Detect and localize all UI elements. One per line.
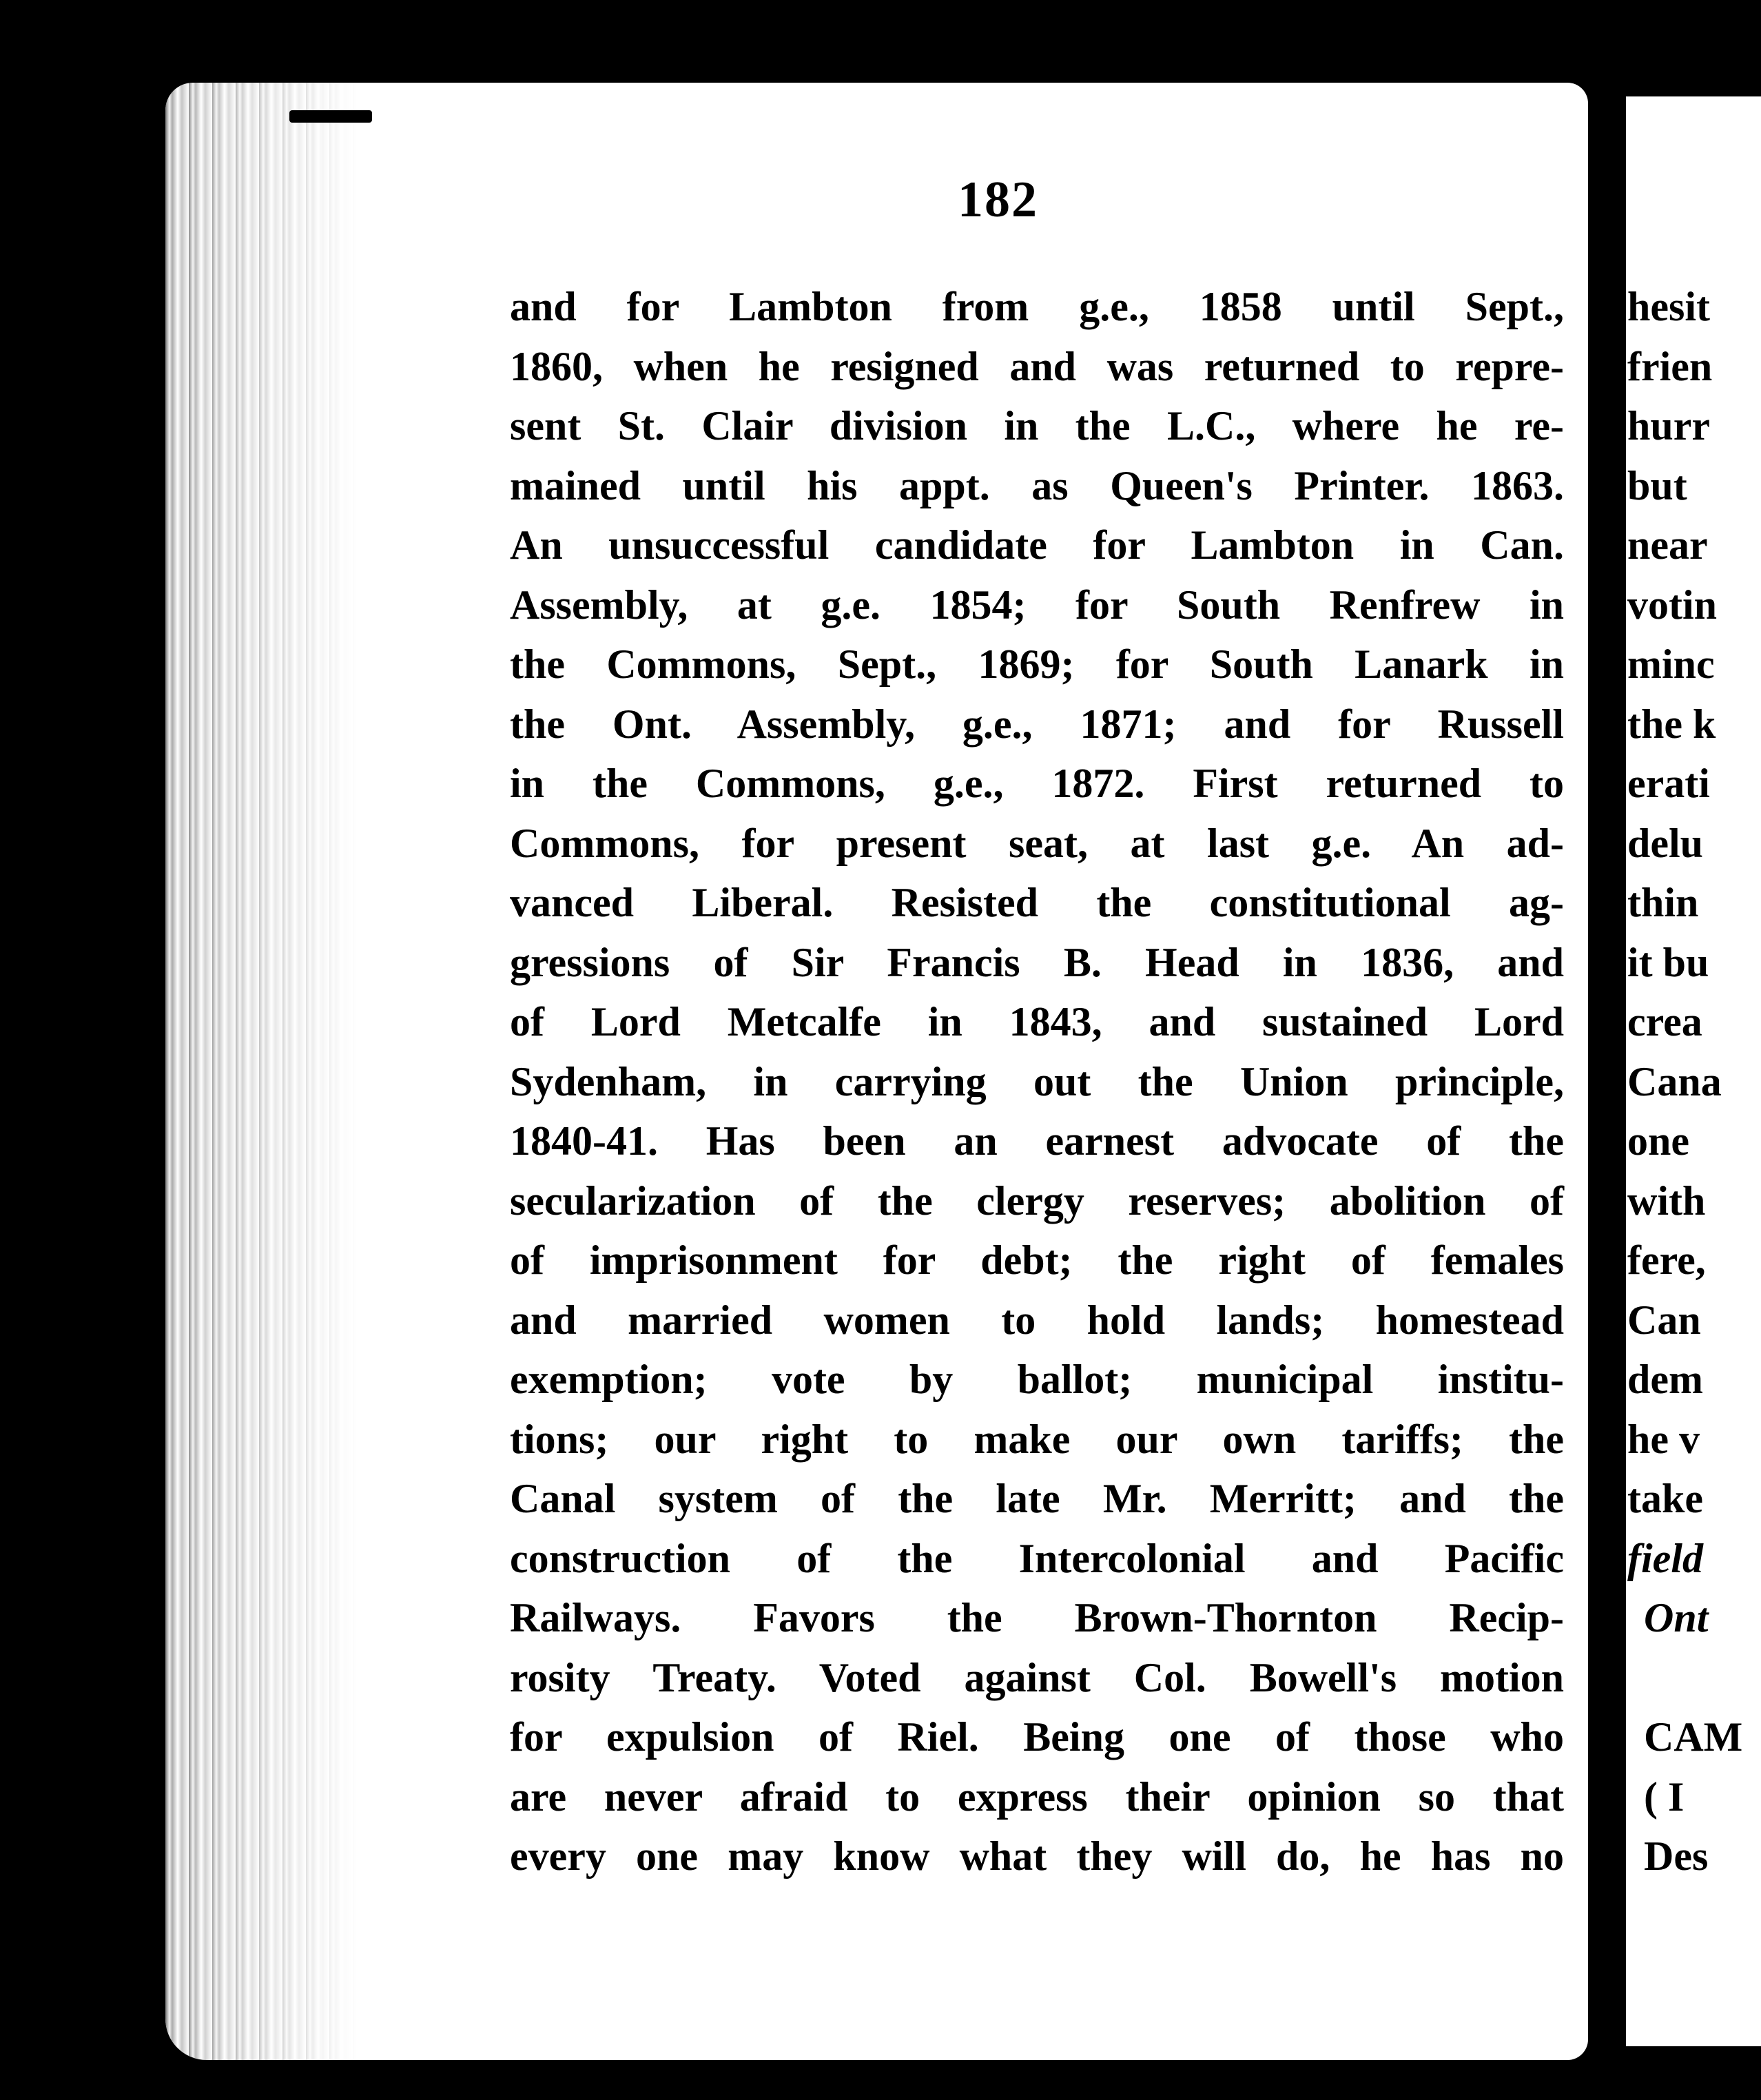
facing-text-line: Ont <box>1644 1595 1709 1640</box>
text-line: Sydenham, in carrying out the Union principle, <box>510 1058 1564 1104</box>
text-line: 1840-41. Has been an earnest advocate of the <box>510 1118 1564 1164</box>
text-line: and for Lambton from g.e., 1858 until Sept., <box>510 284 1564 329</box>
text-line: secularization of the clergy reserves; abolition of <box>510 1177 1564 1224</box>
text-line: and married women to hold lands; homestead <box>510 1297 1564 1343</box>
facing-text-line: one <box>1627 1118 1689 1164</box>
page-edge-mark <box>289 110 372 123</box>
facing-text-line: Des <box>1644 1833 1709 1879</box>
facing-text-line: near <box>1627 522 1708 568</box>
facing-text-line: thin <box>1627 880 1699 925</box>
page-gutter-shadow <box>165 83 358 2060</box>
text-line: in the Commons, g.e., 1872. First returned to <box>510 761 1564 806</box>
text-line: gressions of Sir Francis B. Head in 1836, and <box>510 939 1564 985</box>
text-line: exemption; vote by ballot; municipal institu- <box>510 1357 1564 1402</box>
facing-text-line: CAM <box>1644 1714 1743 1760</box>
facing-text-line: fere, <box>1627 1237 1706 1283</box>
text-line: Assembly, at g.e. 1854; for South Renfrew in <box>510 581 1564 628</box>
text-line: vanced Liberal. Resisted the constitutional ag- <box>510 880 1564 925</box>
facing-text-line: delu <box>1627 820 1704 866</box>
facing-text-line: take <box>1627 1476 1703 1521</box>
text-line: are never afraid to express their opinion so that <box>510 1773 1564 1820</box>
facing-text-line: hesit <box>1627 284 1710 329</box>
facing-text-line: he v <box>1627 1416 1700 1462</box>
text-line: for expulsion of Riel. Being one of those who <box>510 1714 1564 1760</box>
facing-text-line: erati <box>1627 761 1710 806</box>
text-line: the Commons, Sept., 1869; for South Lanark in <box>510 641 1564 687</box>
facing-text-line: the k <box>1627 701 1716 747</box>
text-line: An unsuccessful candidate for Lambton in Can. <box>510 522 1564 568</box>
text-line: construction of the Intercolonial and Pacific <box>510 1535 1564 1581</box>
text-line: Railways. Favors the Brown-Thornton Recip- <box>510 1595 1564 1640</box>
facing-text-line: minc <box>1627 641 1715 687</box>
text-line: Canal system of the late Mr. Merritt; and the <box>510 1476 1564 1521</box>
text-line: rosity Treaty. Voted against Col. Bowell's motion <box>510 1654 1564 1700</box>
facing-text-line: crea <box>1627 999 1702 1044</box>
page-body-text <box>510 277 1564 1886</box>
facing-text-line: with <box>1627 1177 1706 1224</box>
text-line: Commons, for present seat, at last g.e. An ad- <box>510 820 1564 866</box>
facing-text-line: frien <box>1627 343 1713 389</box>
text-line: the Ont. Assembly, g.e., 1871; and for Russell <box>510 701 1564 747</box>
text-line: sent St. Clair division in the L.C., where he re- <box>510 403 1564 449</box>
facing-page-text <box>1627 277 1761 1886</box>
text-line: 1860, when he resigned and was returned to repre- <box>510 343 1564 389</box>
text-line: of imprisonment for debt; the right of females <box>510 1237 1564 1283</box>
facing-text-line <box>1627 1648 1761 1708</box>
facing-text-line: it bu <box>1627 939 1709 985</box>
text-line: of Lord Metcalfe in 1843, and sustained Lord <box>510 999 1564 1044</box>
text-line: mained until his appt. as Queen's Printer. 1863. <box>510 462 1564 508</box>
facing-text-line: but <box>1627 462 1687 508</box>
facing-text-line: ( I <box>1644 1773 1685 1820</box>
facing-text-line: votin <box>1627 581 1718 628</box>
facing-text-line: Can <box>1627 1297 1701 1343</box>
facing-text-line: Cana <box>1627 1058 1722 1104</box>
text-line: every one may know what they will do, he has no <box>510 1833 1564 1879</box>
page-number: 182 <box>958 172 1038 228</box>
text-line: tions; our right to make our own tariffs; the <box>510 1416 1564 1462</box>
facing-text-line: dem <box>1627 1357 1703 1402</box>
facing-text-line: field <box>1627 1535 1703 1581</box>
facing-text-line: hurr <box>1627 403 1710 449</box>
